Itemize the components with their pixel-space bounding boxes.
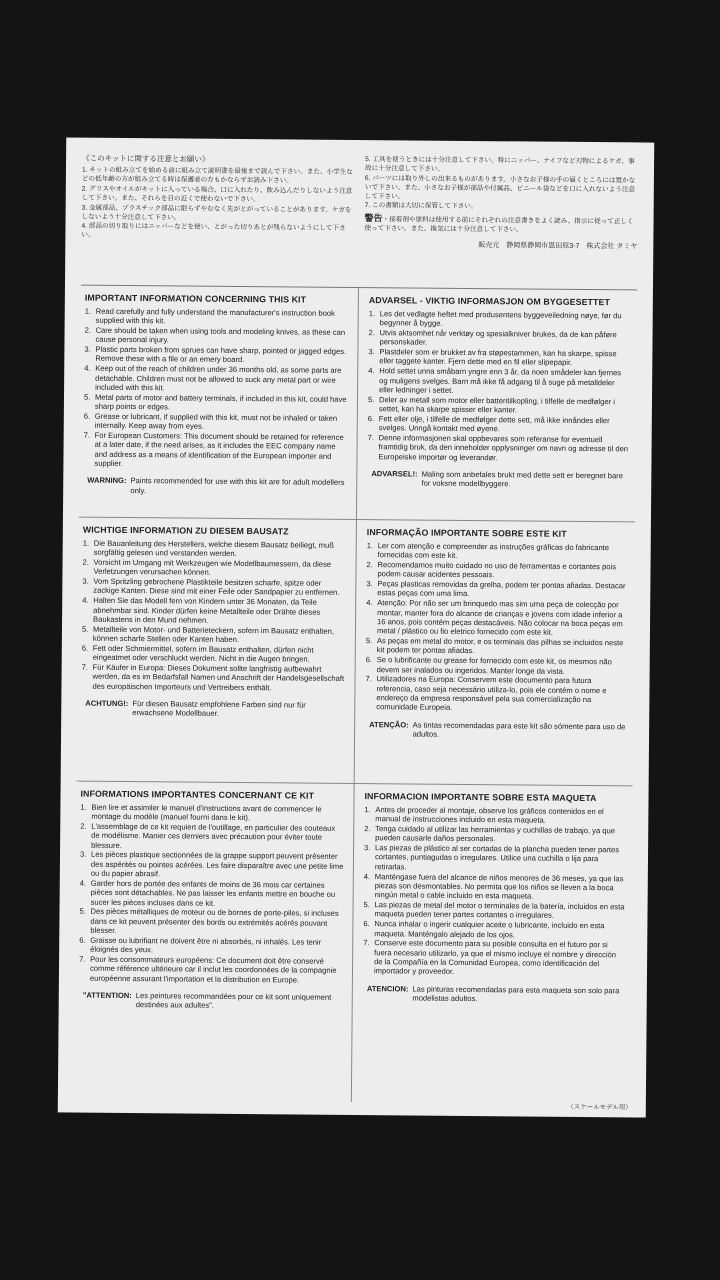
item-text: Recomendamos muito cuidado no uso de ferramentas e cortantes pois podem causar acidentes pessoais. [377,560,617,580]
list-item [363,900,625,921]
list-item [366,636,628,657]
list-item [367,433,629,463]
item-text: Hold settet unna småbarn yngre enn 3 år, da noen smådeler kan fjernes og muligens svelges. Barn må ikke få adgang til å suge på metalldeler eller ledninger i settet. [379,366,622,395]
item-number: 2. [82,557,89,567]
item-text: Las piezas de plástico al ser cortadas de la plancha pueden tener partes cortantes, puntiagudas o irregulares. Utilice una cuchilla o lija para retirarlas. [374,843,620,872]
item-text: For European Customers: This document should be retained for reference at a later date, if the need arises, as it includes the EEC company name and address as a means of identification of the European importer and supplier. [94,430,344,469]
item-number: 4. [84,363,91,373]
list-item [368,347,630,368]
list-item [79,936,344,957]
japanese-item: 5. 工具を使うときには十分注意して下さい。特にニッパー、ナイフなど刃物によるケガ、事故に十分注意して下さい。 [364,156,635,173]
language-section [352,784,633,1104]
item-text: Metal parts of motor and battery terminals, if included in this kit, could have sharp points or edges. [94,392,347,412]
list-item [84,392,349,413]
list-item [366,579,628,600]
item-text: Metallteile von Motor- und Batterieteckern, sofern im Bausatz enthalten, können scharfe Stellen oder Kanten haben. [92,624,335,645]
list-item [84,326,349,347]
item-text: Denne informasjonen skal oppbevares som referanse for eventuell framtidig bruk, da den inneholder opplysninger om navn og adresse til den Europeiske importør og leverandør. [378,433,629,462]
language-section [79,286,359,520]
warning-text: Paints recommended for use with this kit are for adult modellers only. [130,476,345,495]
japanese-warning [364,212,637,236]
list-item [368,395,630,416]
item-text: Ler com atenção e compreender as instruções gráficas do fabricante fornecidas com este kit. [377,540,610,561]
list-item [85,306,350,327]
list-item [80,802,345,823]
item-number: 6. [79,935,86,945]
language-section [74,782,355,1102]
item-text: As peças em metal do motor, e os terminais das pilhas se incluidos neste kit podem ter pontas afiadas. [376,636,624,656]
list-item [80,822,345,852]
item-number: 1. [364,804,371,814]
japanese-title: 《このキットに関する注意とお願い》 [82,153,210,164]
japanese-warning-label: 警告 [364,213,383,224]
item-text: Plastic parts broken from sprues can have sharp, pointed or jagged edges. Remove these with a file or an emery board. [95,344,347,365]
item-text: Les det vedlagte heftet med produsentens byggeveiledning nøye, før du begynner å bygge. [379,309,622,328]
item-text: Deler av metall som motor eller batteritilkopling, i tilfelle de medfølger i settet, kan ha skarpe spisser eller kanter. [378,394,615,415]
item-text: Vorsicht im Umgang mit Werkzeugen wie Modellbaumessern, da diese Verletzungen verursachen können. [93,557,332,578]
list-item [82,558,347,579]
item-text: Keep out of the reach of children under 36 months old, as some parts are detachable. Children must not be allowed to suck any metal part or wire included with this kit. [95,363,342,393]
japanese-item: 2. グリスやオイルがキットに入っている場合、口に入れたり、飲み込んだりしないよう注意して下さい。また、それらを目の近くで使わないで下さい。 [81,185,353,203]
list-item [368,328,630,349]
item-text: Pour les consommateurs européens: Ce document doit être conservé comme référence ultérieure car il inclut les coordonnées de la compagnie européenne assurant l'importation et la distribution en Europe. [89,954,337,985]
japanese-item: 7. この書類は大切に保管して下さい。 [364,202,478,211]
list-item [79,907,344,937]
list-item [365,674,627,714]
list-item [84,345,349,366]
section-list [79,802,346,985]
list-item [364,824,626,845]
item-text: Las piezas de metal del motor o terminales de la batería, incluidos en esta maqueta pueden tener partes cortantes o irregulares. [374,900,625,921]
item-number: 1. [80,802,87,812]
item-number: 5. [83,392,91,402]
item-text: Nunca inhalar o ingerir cualquier aceite o lubricante, incluido en esta maqueta. Manténgalo alejado de los ojos. [374,919,605,939]
item-text: Peças plasticas removidas da grelha, podem ter pontas afiadas. Destacar estas peças com uma lima. [377,579,626,599]
list-item [84,412,349,433]
japanese-seller: 販売元 静岡県静岡市恩田原3-7 株式会社 タミヤ [478,242,638,251]
list-item [363,919,625,940]
list-item [82,577,347,598]
item-text: Fett oder Schmiermittel, sofern im Bausatz enthalten, dürfen nicht eingeatmet oder verschluckt werden. Nicht in die Augen bringen. [92,643,314,664]
section-warning [367,469,629,490]
japanese-right-column [364,156,638,283]
section-warning [363,984,625,1005]
item-text: Die Bauanleitung des Herstellers, welche diesem Bausatz beiliegt, muß sorgfältig gelesen und verstanden werden. [93,538,334,559]
section-list [83,306,349,470]
japanese-warning-text: ・接着剤や塗料は使用する前にそれぞれの注意書きをよく読み、指示に従って正しく使って下さい。また、換気には十分注意して下さい。 [364,216,634,234]
section-list [363,805,626,978]
item-number: 3. [364,843,371,853]
list-item [82,596,347,626]
item-text: Antes de proceder al montaje, observe los gráficos contenidos en el manual de instrucciones incluido en esta maqueta. [375,804,604,825]
item-number: 3. [82,576,89,586]
item-number: 3. [366,579,373,589]
list-item [363,938,625,978]
item-number: 2. [84,325,91,335]
item-number: 3. [84,344,91,354]
warning-label: "ATTENTION: [82,990,132,1001]
item-number: 2. [364,824,371,834]
list-item [366,598,628,638]
item-number: 4. [79,878,87,888]
item-text: Tenga cuidado al utilizar las herramientas y cuchillas de trabajo, ya que pueden causarle daños personales. [375,824,616,844]
item-number: 6. [83,411,91,421]
warning-label: WARNING: [87,476,127,486]
item-text: L'assemblage de ce kit requiert de l'outillage, en particulier des couteaux de modélisme. Manier ces derniers avec précaution pour éviter toute blessure. [91,821,336,850]
japanese-notice [81,154,638,291]
item-number: 5. [81,624,89,634]
item-text: Garder hors de portée des enfants de moins de 36 mois car certaines pièces sont détachables. Ne pas laisser les enfants mettre en bouche ou sucer les pièces incluses dans ce kit. [90,878,336,908]
item-number: 7. [365,674,372,684]
item-number: 6. [81,643,89,653]
item-text: Fett eller olje, i tilfelle de medfølger dette sett, må ikke innåndes eller svelges. Unngå kontakt med øyene. [378,414,610,434]
item-number: 6. [363,919,370,929]
item-number: 2. [366,560,373,570]
item-number: 4. [366,598,373,608]
language-section [357,288,637,522]
section-heading: INFORMATIONS IMPORTANTES CONCERNANT CE KIT [80,788,315,801]
list-item [368,366,630,396]
japanese-item: 1. キットの組み立てを始める前に組み立て説明書を最後まで読んで下さい。また、小学生などの低年齢の方が組み立てる時は保護者の方もかならずお読み下さい。 [81,166,353,185]
list-item [369,309,631,330]
japanese-item: 6. パーツには取り外しの出来るものがあります。小さなお子様の手の届くところには置かないで下さい。また、小さなお子様が部品や付属品、ビニール袋などを口に入れないよう注意して下さい。 [364,174,636,200]
warning-text: Las pinturas recomendadas para esta maqueta son solo para modelistas adultos. [412,984,620,1004]
item-text: Atenção: Por não ser um brinquedo mas sim uma peça de colecção por montar, manter fora do alcance de crianças e jovens com idade inferior a 16 anos, pois contém peças destacáveis. Não colocar na boca peças em metal / plástico ou fio eletrico fornecido com este kit. [376,598,623,637]
section-list [365,541,628,714]
item-number: 4. [363,871,371,881]
item-text: Des pièces métalliques de moteur ou de bornes de porte-piles, si incluses dans ce kit peuvent présenter des bords ou extrémités acérés pouvant blesser. [90,907,339,935]
warning-label: ACHTUNG!: [85,698,129,709]
item-text: Read carefully and fully understand the manufacturer's instruction book supplied with this kit. [95,306,335,326]
section-list [367,309,630,464]
section-warning [79,991,344,1012]
item-number: 7. [363,938,370,948]
warning-label: ATENÇÃO: [369,719,409,730]
item-number: 7. [83,430,91,440]
item-number: 4. [368,366,375,376]
item-number: 6. [365,655,373,665]
item-number: 7. [367,433,375,443]
item-number: 3. [368,347,375,357]
item-number: 7. [81,662,89,672]
item-number: 6. [367,414,375,424]
item-text: Für Käufer in Europa: Dieses Dokument sollte langfristig aufbewahrt werden, da es im Bedarfsfall Namen und Anschrift der Handelsgesellschaft des europäischen Importeurs und Vertreibers enthält. [92,662,345,692]
section-heading: INFORMAÇÃO IMPORTANTE SOBRE ESTE KIT [366,527,567,539]
language-sections [74,286,637,1111]
item-number: 5. [367,394,375,404]
item-number: 1. [368,308,376,318]
item-number: 1. [82,538,90,548]
list-item [364,843,626,873]
section-warning [365,720,627,741]
list-item [80,850,345,880]
item-number: 1. [84,306,92,316]
item-number: 5. [79,907,86,917]
section-heading: INFORMACION IMPORTANTE SOBRE ESTA MAQUETA [364,791,597,804]
footer-note: （スケールモデル用） [567,1103,632,1112]
item-text: Plastdeler som er brukket av fra støpestammen, kan ha skarpe, spisse eller taggete kanter. Fjern dette med en fil eller slipepapir. [379,347,617,368]
list-item [364,805,626,826]
list-item [364,872,626,902]
item-text: Les pièces plastique sectionnées de la grappe support peuvent présenter des aspérités ou pointes acérées. Les faire disparaître avec une petite lime ou du papier abrasif. [90,850,344,879]
japanese-item: 4. 部品の切り取りにはニッパーなどを使い、とがった切りあとが残らないようにして下さい。 [81,223,346,240]
item-number: 7. [79,954,86,964]
list-item [366,655,628,676]
list-item [84,364,349,394]
list-item [368,414,630,435]
section-list [81,538,347,693]
language-section [355,520,635,786]
item-number: 4. [82,595,89,605]
item-number: 1. [366,540,374,550]
item-text: Utvis aktsomhet når verktøy og spesialkniver brukes, da de kan påføre personskader. [379,328,617,347]
item-text: Manténgase fuera del alcance de niños menores de 36 meses, ya que las piezas son desmontables. No permita que los niños se lleven a la boca ningún metal o cable incluido en esta maqueta. [374,871,624,901]
item-text: Utilizadores na Europa: Conservem este documento para futura referencia, caso seja necessário utiliza-lo, pois ele contém o nome e endereço da empresa responsável pela sua comercialização na comunidade Europeia. [376,674,607,713]
item-text: Grease or lubricant, if supplied with this kit, must not be inhaled or taken internally. Keep away from eyes. [94,411,338,431]
list-item [366,560,628,581]
item-number: 5. [363,900,370,910]
section-heading: WICHTIGE INFORMATION ZU DIESEM BAUSATZ [82,524,289,537]
list-item [83,538,348,559]
instruction-sheet [58,137,654,1117]
warning-text: Maling som anbefales brukt med dette sett er beregnet bare for voksne modellbyggere. [421,469,623,489]
list-item [367,541,629,562]
item-text: Vom Spritzling gebrochene Plastikteile besitzen scharfe, spitze oder zackige Kanten. Diese sind mit einer Feile oder Sandpapier zu entfernen. [93,576,340,598]
item-number: 2. [368,328,375,338]
item-number: 3. [79,850,87,860]
item-text: Se o lubrificante ou grease for fornecido com este kit, os mesmos não devem ser inalados ou ingeridos. Manter longe da vista. [376,655,612,676]
warning-text: As tintas recomendadas para este kit são sómente para uso de adultos. [412,720,626,739]
section-heading: ADVARSEL - VIKTIG INFORMASJON OM BYGGESETTET [368,295,611,308]
warning-text: Les peintures recommandées pour ce kit sont uniquement destinées aux adultes". [135,991,332,1011]
list-item [79,955,344,985]
item-text: Halten Sie das Modell fern von Kindern unter 36 Monaten, da Teile abnehmbar sind. Kinder dürfen keine Metallteile oder Drähte dieses Baukastens in den Mund nehmen. [93,595,321,625]
section-warning [81,699,346,720]
list-item [81,663,346,693]
item-number: 5. [365,636,373,646]
list-item [82,644,347,665]
list-item [82,624,347,645]
item-text: Graisse ou lubrifiant ne doivent être ni absorbés, ni inhalés. Les tenir éloignés des yeux. [90,935,322,955]
item-text: Conserve este documento para su posible consulta en el futuro por si fuera necesario utilizarlo, ya que el mismo incluye el nombre y dirección de la Compañía en la Comunidad Europea, como identificación del importador y proveedor. [373,938,617,977]
japanese-item: 3. 金属部品、プラスチック部品に限らずやむなく先がとがっていることがあります。ケガをしないよう十分注意して下さい。 [81,204,352,222]
japanese-left-column [81,154,355,281]
section-heading: IMPORTANT INFORMATION CONCERNING THIS KIT [84,292,307,305]
warning-text: Für diesen Bausatz empfohlene Farben sind nur für erwachsene Modellbauer. [132,699,306,719]
warning-label: ATENCION: [366,983,409,994]
warning-label: ADVARSEL!: [371,469,418,479]
list-item [83,431,348,471]
item-text: Care should be taken when using tools and modeling knives, as these can cause personal injury. [95,325,346,345]
item-number: 2. [80,821,87,831]
list-item [80,879,345,909]
language-section [77,518,357,784]
item-text: Bien lire et assimiler le manuel d'instructions avant de commencer le montage du modèle (manuel fourni dans le kit). [91,802,322,823]
section-warning [83,476,348,497]
